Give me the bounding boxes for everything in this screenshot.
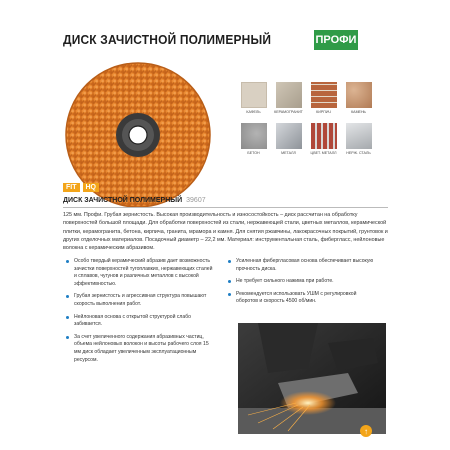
material-item (343, 123, 374, 155)
page-title: ДИСК ЗАЧИСТНОЙ ПОЛИМЕРНЫЙ (63, 32, 272, 47)
feature-item: Не требует сильного нажима при работе. (228, 278, 378, 286)
product-name-line (63, 197, 206, 204)
product-description: 125 мм. Профи. Грубая зернистость. Высокая производительность и износостойкость – диск рассчитан на обработку поверхностей большой площади. Для обработки поверхностей из стали, нержавеющей стали, цветных металлов, керамической плитки, керамогранита, бетона, кирпича, гранита, мрамора и камня. Для снятия ржавчины, лакокрасочных покрытий, грунтовок и других отделочных материалов. Посадочный диаметр – 22,2 мм. Материал: инструментальная сталь, фибергласс, нейлоновые волокна с керамическим абразивом. (63, 212, 388, 252)
scroll-up-button[interactable] (360, 425, 372, 437)
material-label: КАФЕЛЬ (246, 110, 261, 114)
hq-badge: HQ (83, 183, 100, 192)
material-label: БЕТОН (247, 151, 260, 155)
arrow-up-icon: ↑ (364, 426, 368, 436)
material-label: КЕРАМОГРАНИТ (274, 110, 303, 114)
concrete-icon (241, 123, 267, 149)
material-item (238, 123, 269, 155)
materials-grid (238, 82, 374, 164)
nonferrous-metal-icon (311, 123, 337, 149)
feature-item: Рекомендуется использовать УШМ с регулировкой оборотов и скорость 4500 об/мин. (228, 291, 378, 306)
usage-photo (238, 323, 386, 434)
product-name: ДИСК ЗАЧИСТНОЙ ПОЛИМЕРНЫЙ (63, 197, 183, 204)
profi-badge: ПРОФИ (314, 30, 358, 50)
material-item (238, 82, 269, 114)
brick-icon (311, 82, 337, 108)
material-label: ЦВЕТ. МЕТАЛЛ (310, 151, 337, 155)
metal-icon (276, 123, 302, 149)
material-item (308, 82, 339, 114)
stainless-steel-icon (346, 123, 372, 149)
feature-item: Грубая зернистость и агрессивная структура повышают скорость выполнения работ. (66, 293, 216, 308)
material-label: КИРПИЧ (316, 110, 331, 114)
stone-icon (346, 82, 372, 108)
product-code: 39607 (186, 197, 206, 204)
fit-logo: FIT (63, 183, 80, 192)
material-item (273, 82, 304, 114)
brand-badges (63, 183, 99, 192)
material-item (343, 82, 374, 114)
feature-item: За счет увеличенного содержания абразивных частиц, объема нейлоновых волокон и высоты рабочего слоя 15 мм диск обладает увеличенным эксплуатационным ресурсом. (66, 334, 216, 364)
material-label: КАМЕНЬ (351, 110, 366, 114)
feature-item: Особо твердый керамический абразив дает возможность зачистки поверхностей тугоплавких, нержавеющих сталей и сплавов, чугунов и различных металлов с высокой эффективностью. (66, 258, 216, 288)
feature-item: Нейлоновая основа с открытой структурой слабо забивается. (66, 314, 216, 329)
feature-item: Усиленная фибергласовая основа обеспечивает высокую прочность диска. (228, 258, 378, 273)
tile-icon (241, 82, 267, 108)
features-left (66, 258, 216, 369)
materials-row (238, 82, 374, 114)
divider (63, 207, 388, 208)
porcelain-icon (276, 82, 302, 108)
material-label: НЕРЖ. СТАЛЬ (346, 151, 371, 155)
material-item (308, 123, 339, 155)
material-label: МЕТАЛЛ (281, 151, 296, 155)
materials-row (238, 123, 374, 155)
features-right (228, 258, 378, 311)
material-item (273, 123, 304, 155)
